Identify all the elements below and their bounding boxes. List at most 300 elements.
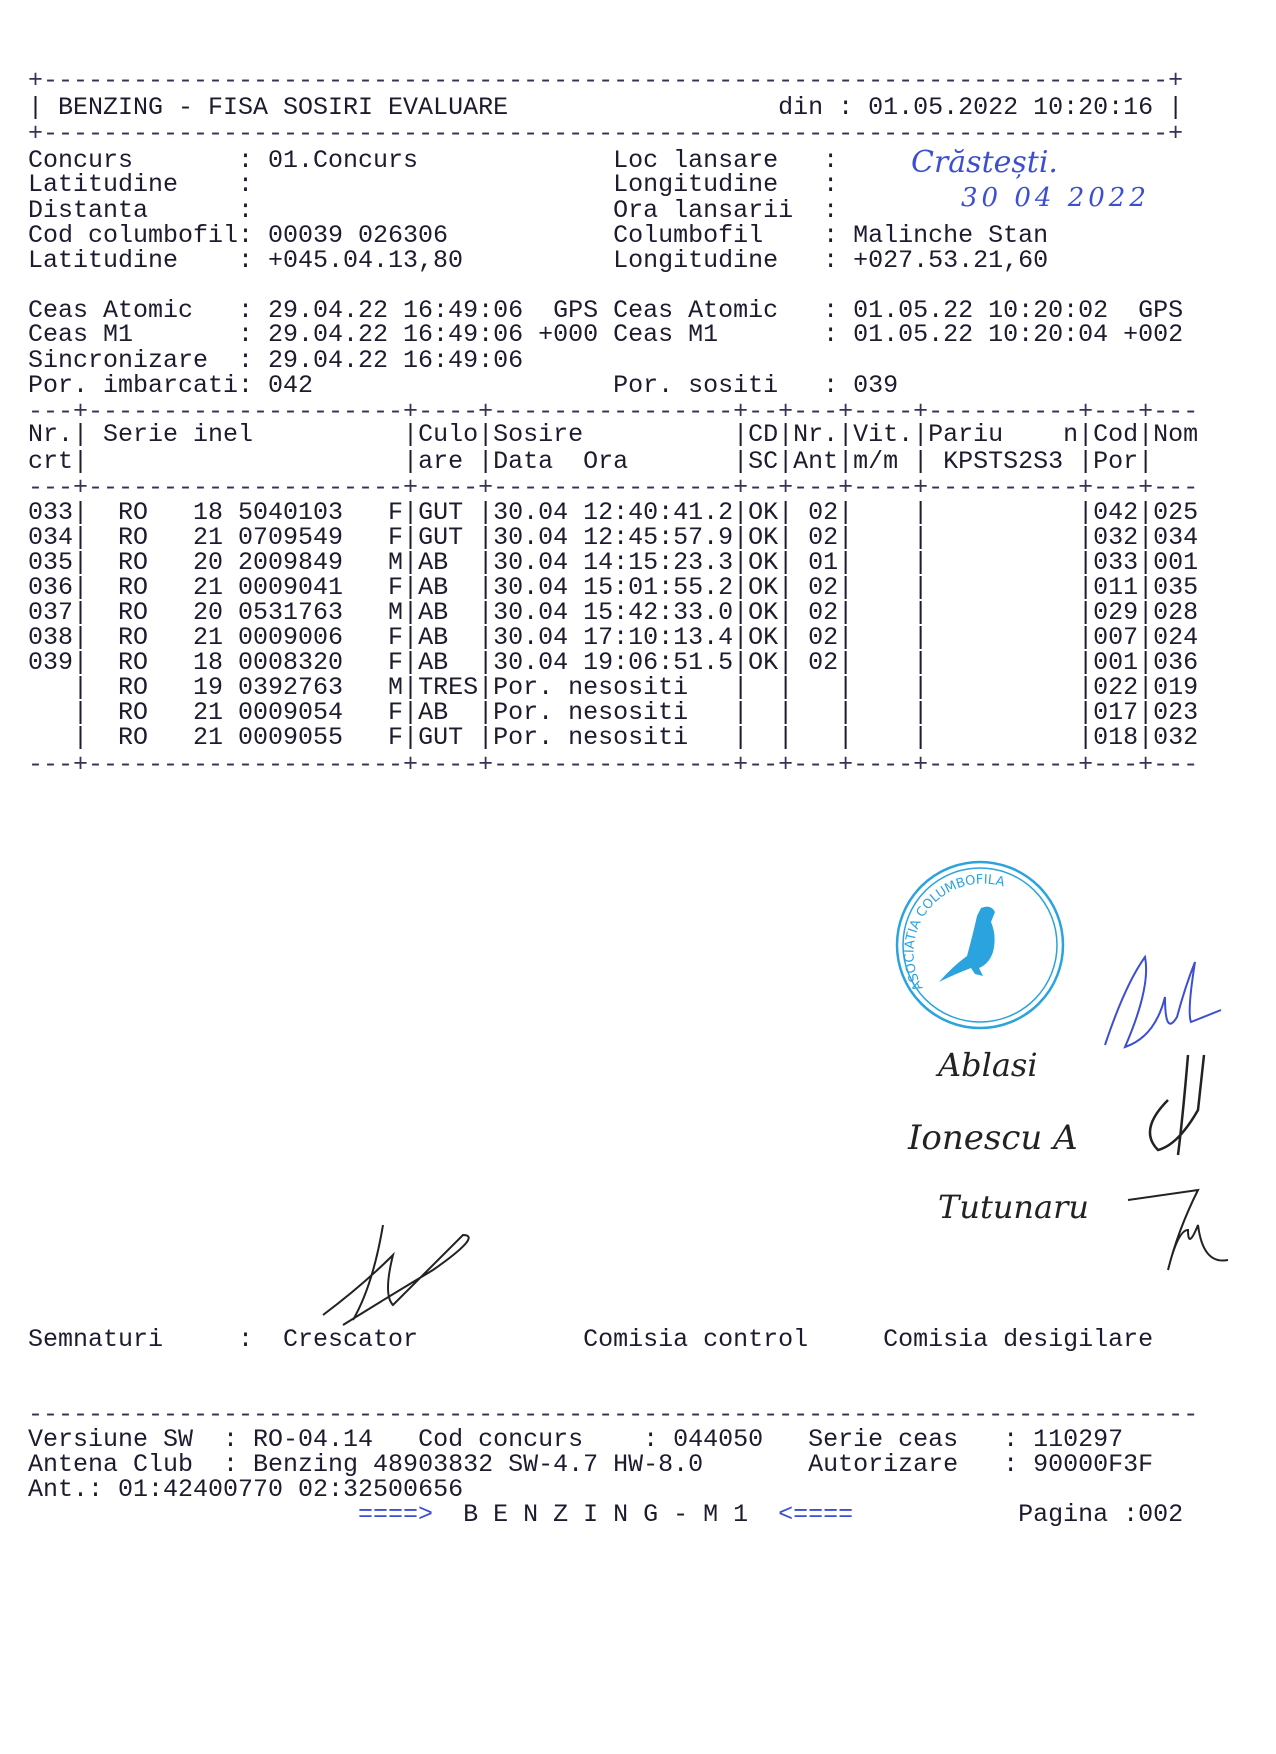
column-separator: | [838,548,854,577]
cell-year: 19 [193,673,224,702]
column-header-sub: crt [28,447,74,476]
cell-ring: 0531763 [238,598,344,627]
column-separator: | [1138,420,1154,449]
column-separator: | [403,573,419,602]
column-separator: | [1138,723,1154,752]
column-separator: | [838,673,854,702]
column-separator: | [913,447,929,476]
contest-code-value: : 044050 [643,1425,764,1454]
cell-arrival: 30.04 14:15:23.3 [493,548,734,577]
column-separator: | [73,498,89,527]
column-separator: | [1078,623,1094,652]
column-separator: | [478,573,494,602]
signatures-label: Semnaturi [28,1325,164,1354]
commission-signature-2-mark [1138,1050,1218,1160]
cell-cd: OK [748,548,779,577]
info-label: Columbofil [613,221,764,250]
column-separator: | [778,723,794,752]
cell-country: RO [118,523,149,552]
cell-ring: 0008320 [238,648,344,677]
column-separator: | [478,673,494,702]
authorization-value: : 90000F3F [1003,1450,1154,1479]
info-value: +045.04.13,80 [268,246,464,275]
cell-ant: 02 [808,648,839,677]
column-separator: | [1078,698,1094,727]
column-separator: | [733,498,749,527]
table-divider: ---+---------------------+----+----------------+--+---+----+----------+---+--- [28,750,1199,779]
cell-cod: 017 [1093,698,1139,727]
info-label: Latitudine [28,170,179,199]
info-colon: : [823,196,839,225]
column-separator: | [733,523,749,552]
cell-country: RO [118,573,149,602]
column-separator: | [478,648,494,677]
cell-nr: 039 [28,648,74,677]
column-separator: | [913,573,929,602]
cell-sex: M [388,673,404,702]
column-separator: | [478,447,494,476]
column-separator: | [73,548,89,577]
info-value: +027.53.21,60 [853,246,1049,275]
cell-nr: 036 [28,573,74,602]
column-separator: | [1138,673,1154,702]
cell-year: 18 [193,498,224,527]
handwritten-release-date: 30 04 2022 [961,183,1150,213]
column-separator: | [1078,447,1094,476]
column-separator: | [73,723,89,752]
cell-sex: F [388,623,404,652]
clock-label: Por. sositi [613,371,779,400]
column-separator: | [838,420,854,449]
column-separator: | [73,673,89,702]
column-separator: | [403,420,419,449]
cell-country: RO [118,723,149,752]
cell-cod: 018 [1093,723,1139,752]
document-date: din : 01.05.2022 10:20:16 [778,93,1154,122]
column-separator: | [778,598,794,627]
column-header: Culo [418,420,479,449]
cell-color: TRES [418,673,479,702]
cell-color: GUT [418,723,464,752]
clock-serial-value: : 110297 [1003,1425,1124,1454]
column-separator: | [403,623,419,652]
table-divider: ---+---------------------+----+----------------+--+---+----+----------+---+--- [28,473,1199,502]
info-label: Latitudine [28,246,179,275]
column-separator: | [1138,598,1154,627]
info-label: Loc lansare [613,146,779,175]
arrow-left: ====> [358,1500,434,1529]
clock-colon: : [823,371,839,400]
column-separator: | [778,648,794,677]
cell-arrival: 30.04 17:10:13.4 [493,623,734,652]
column-separator: | [838,698,854,727]
column-separator: | [403,498,419,527]
column-header-sub: SC [748,447,779,476]
column-separator: | [913,498,929,527]
clock-value: 042 [268,371,314,400]
clock-label: Sincronizare [28,346,209,375]
info-label: Ora lansarii [613,196,794,225]
column-separator: | [1078,723,1094,752]
column-separator: | [73,648,89,677]
column-separator: | [838,498,854,527]
column-separator: | [1138,648,1154,677]
column-separator: | [1138,698,1154,727]
column-header-sub: Por [1093,447,1139,476]
table-divider: ---+---------------------+----+----------------+--+---+----+----------+---+--- [28,397,1199,426]
cell-color: AB [418,698,449,727]
cell-arrival: 30.04 19:06:51.5 [493,648,734,677]
column-separator: | [478,623,494,652]
software-version-label: Versiune SW [28,1425,194,1454]
cell-sex: F [388,523,404,552]
column-separator: | [403,673,419,702]
cell-color: AB [418,623,449,652]
column-separator: | [913,598,929,627]
column-header: Pariu n [928,420,1079,449]
cell-arrival: 30.04 12:40:41.2 [493,498,734,527]
cell-cd: OK [748,648,779,677]
column-separator: | [913,420,929,449]
info-value: 01.Concurs [268,146,419,175]
column-separator: | [838,598,854,627]
cell-cd: OK [748,573,779,602]
antenna-ids: Ant.: 01:42400770 02:32500656 [28,1475,464,1504]
column-separator: | [478,698,494,727]
info-label: Cod columbofil [28,221,239,250]
clock-suffix: +000 [538,320,599,349]
cell-country: RO [118,673,149,702]
column-separator: | [478,598,494,627]
column-separator: | [778,623,794,652]
column-header-sub: are [418,447,464,476]
cell-ring: 5040103 [238,498,344,527]
cell-sex: F [388,573,404,602]
cell-color: AB [418,648,449,677]
cell-year: 20 [193,548,224,577]
info-colon: : [823,221,839,250]
clock-serial-label: Serie ceas [808,1425,959,1454]
breeder-signature-mark [313,1220,493,1325]
commission-signature-3-mark [1128,1180,1238,1280]
column-separator: | [733,420,749,449]
pigeon-icon [939,907,995,982]
column-separator: | [778,447,794,476]
cell-year: 21 [193,723,224,752]
column-separator: | [733,447,749,476]
info-colon: : [823,170,839,199]
column-separator: | [778,698,794,727]
page-number: Pagina :002 [1018,1500,1184,1529]
column-separator: | [73,447,89,476]
clock-suffix: GPS [1138,296,1184,325]
column-separator: | [733,673,749,702]
column-separator: | [478,420,494,449]
cell-ring: 0392763 [238,673,344,702]
cell-nr: 037 [28,598,74,627]
cell-cd: OK [748,523,779,552]
cell-arrival: Por. nesositi [493,723,689,752]
column-separator: | [733,698,749,727]
footer-divider: ------------------------------------------------------------------------------ [28,1400,1199,1429]
clock-colon: : [238,346,254,375]
cell-sex: F [388,698,404,727]
cell-ant: 02 [808,498,839,527]
cell-cod: 033 [1093,548,1139,577]
column-header: CD [748,420,779,449]
antenna-club-value: : Benzing 48903832 SW-4.7 HW-8.0 [223,1450,704,1479]
column-separator: | [838,573,854,602]
column-separator: | [1138,623,1154,652]
handwritten-release-place: Crăstești. [911,145,1058,180]
column-separator: | [1138,447,1154,476]
cell-year: 21 [193,573,224,602]
column-separator: | [73,623,89,652]
unsealing-commission-label: Comisia desigilare [883,1325,1154,1354]
column-separator: | [778,673,794,702]
column-separator: | [403,698,419,727]
column-separator: | [403,447,419,476]
column-separator: | [1078,673,1094,702]
column-separator: | [73,698,89,727]
cell-year: 21 [193,698,224,727]
cell-color: AB [418,598,449,627]
cell-nr: 034 [28,523,74,552]
info-label: Longitudine [613,246,779,275]
cell-nom: 028 [1153,598,1199,627]
clock-suffix: +002 [1123,320,1184,349]
cell-sex: F [388,648,404,677]
cell-country: RO [118,698,149,727]
cell-cod: 011 [1093,573,1139,602]
column-separator: | [733,548,749,577]
cell-nom: 036 [1153,648,1199,677]
column-separator: | [73,598,89,627]
cell-ant: 02 [808,523,839,552]
clock-value: 01.05.22 10:20:02 [853,296,1109,325]
clock-colon: : [823,320,839,349]
column-separator: | [838,723,854,752]
cell-arrival: 30.04 15:01:55.2 [493,573,734,602]
column-separator: | [1078,420,1094,449]
column-separator: | [403,723,419,752]
column-header-sub: m/m [853,447,899,476]
clock-label: Ceas M1 [613,320,719,349]
breeder-signature-label: Crescator [283,1325,419,1354]
cell-ant: 02 [808,623,839,652]
info-label: Distanta [28,196,149,225]
cell-cod: 032 [1093,523,1139,552]
info-colon: : [238,170,254,199]
cell-country: RO [118,623,149,652]
column-separator: | [838,623,854,652]
brand-footer: B E N Z I N G - M 1 [463,1500,749,1529]
clock-label: Por. imbarcati [28,371,239,400]
cell-nr: 035 [28,548,74,577]
info-label: Concurs [28,146,134,175]
cell-cod: 001 [1093,648,1139,677]
commission-signature-2: Ionescu A [908,1118,1078,1158]
cell-ring: 0009055 [238,723,344,752]
cell-cod: 042 [1093,498,1139,527]
cell-year: 18 [193,648,224,677]
cell-color: AB [418,573,449,602]
cell-country: RO [118,648,149,677]
cell-nom: 024 [1153,623,1199,652]
column-header: Sosire [493,420,584,449]
clock-colon: : [238,371,254,400]
cell-country: RO [118,498,149,527]
column-separator: | [913,523,929,552]
info-value: 00039 026306 [268,221,449,250]
column-separator: | [778,548,794,577]
cell-arrival: Por. nesositi [493,698,689,727]
clock-label: Ceas Atomic [613,296,779,325]
antenna-club-label: Antena Club [28,1450,194,1479]
cell-nom: 025 [1153,498,1199,527]
signatures-colon: : [238,1325,254,1354]
column-separator: | [478,498,494,527]
cell-sex: M [388,598,404,627]
arrival-evaluation-sheet [28,0,1248,1754]
cell-ring: 0009006 [238,623,344,652]
clock-suffix: GPS [553,296,599,325]
cell-nom: 019 [1153,673,1199,702]
column-separator: | [478,723,494,752]
column-header: Nr. [793,420,839,449]
document-title: BENZING - FISA SOSIRI EVALUARE [58,93,509,122]
cell-cod: 022 [1093,673,1139,702]
clock-label: Ceas Atomic [28,296,194,325]
cell-year: 21 [193,523,224,552]
cell-cd: OK [748,598,779,627]
column-separator: | [838,648,854,677]
column-separator: | [733,623,749,652]
column-separator: | [913,548,929,577]
cell-sex: F [388,723,404,752]
cell-year: 21 [193,623,224,652]
column-separator: | [1078,548,1094,577]
cell-ant: 02 [808,598,839,627]
column-header: Vit. [853,420,914,449]
cell-country: RO [118,548,149,577]
column-separator: | [733,573,749,602]
cell-cd: OK [748,623,779,652]
info-colon: : [238,221,254,250]
column-separator: | [1078,523,1094,552]
cell-nom: 035 [1153,573,1199,602]
cell-arrival: 30.04 12:45:57.9 [493,523,734,552]
svg-text:ASOCIATIA COLUMBOFILA: ASOCIATIA COLUMBOFILA [902,872,1007,994]
clock-colon: : [238,296,254,325]
column-header: Nr. [28,420,74,449]
column-separator: | [778,573,794,602]
column-header-sub: Ant [793,447,839,476]
column-separator: | [403,648,419,677]
clock-value: 01.05.22 10:20:04 [853,320,1109,349]
info-label: Longitudine [613,170,779,199]
cell-year: 20 [193,598,224,627]
column-separator: | [1138,548,1154,577]
cell-nom: 034 [1153,523,1199,552]
column-separator: | [403,548,419,577]
column-separator: | [73,573,89,602]
column-separator: | [73,420,89,449]
column-separator: | [1138,498,1154,527]
column-separator: | [733,723,749,752]
cell-nom: 032 [1153,723,1199,752]
contest-code-label: Cod concurs [418,1425,584,1454]
cell-nom: 001 [1153,548,1199,577]
cell-ring: 0009054 [238,698,344,727]
column-separator: | [73,523,89,552]
cell-ring: 0009041 [238,573,344,602]
cell-ant: 02 [808,573,839,602]
cell-color: AB [418,548,449,577]
clock-value: 039 [853,371,899,400]
column-header: Serie inel [103,420,254,449]
column-separator: | [1078,598,1094,627]
cell-cod: 007 [1093,623,1139,652]
commission-signature-1: Ablasi [938,1046,1038,1084]
clock-value: 29.04.22 16:49:06 [268,296,524,325]
column-separator: | [1078,573,1094,602]
cell-cd: OK [748,498,779,527]
column-separator: | [838,447,854,476]
info-value: Malinche Stan [853,221,1049,250]
header-left-bar: | [28,93,44,122]
clock-value: 29.04.22 16:49:06 [268,346,524,375]
header-top-border: +---------------------------------------------------------------------------+ [28,66,1184,95]
cell-cod: 029 [1093,598,1139,627]
club-stamp [893,858,1068,1033]
header-right-bar: | [1168,93,1184,122]
column-header: Cod [1093,420,1139,449]
column-separator: | [1078,498,1094,527]
column-separator: | [913,723,929,752]
cell-color: GUT [418,523,464,552]
info-colon: : [238,146,254,175]
column-separator: | [1138,573,1154,602]
column-separator: | [778,498,794,527]
info-colon: : [238,196,254,225]
cell-arrival: Por. nesositi [493,673,689,702]
column-header: Nom [1153,420,1199,449]
column-separator: | [1138,523,1154,552]
info-colon: : [238,246,254,275]
column-separator: | [838,523,854,552]
column-separator: | [733,598,749,627]
header-bottom-border: +---------------------------------------------------------------------------+ [28,119,1184,148]
cell-ring: 2009849 [238,548,344,577]
authorization-label: Autorizare [808,1450,959,1479]
arrow-right: <==== [778,1500,854,1529]
cell-nom: 023 [1153,698,1199,727]
column-separator: | [403,598,419,627]
cell-sex: F [388,498,404,527]
column-separator: | [913,648,929,677]
cell-sex: M [388,548,404,577]
clock-colon: : [823,296,839,325]
column-separator: | [913,673,929,702]
column-separator: | [403,523,419,552]
column-separator: | [913,698,929,727]
clock-label: Ceas M1 [28,320,134,349]
clock-colon: : [238,320,254,349]
software-version-value: : RO-04.14 [223,1425,374,1454]
column-separator: | [778,523,794,552]
column-header-sub: KPSTS2S3 [943,447,1064,476]
